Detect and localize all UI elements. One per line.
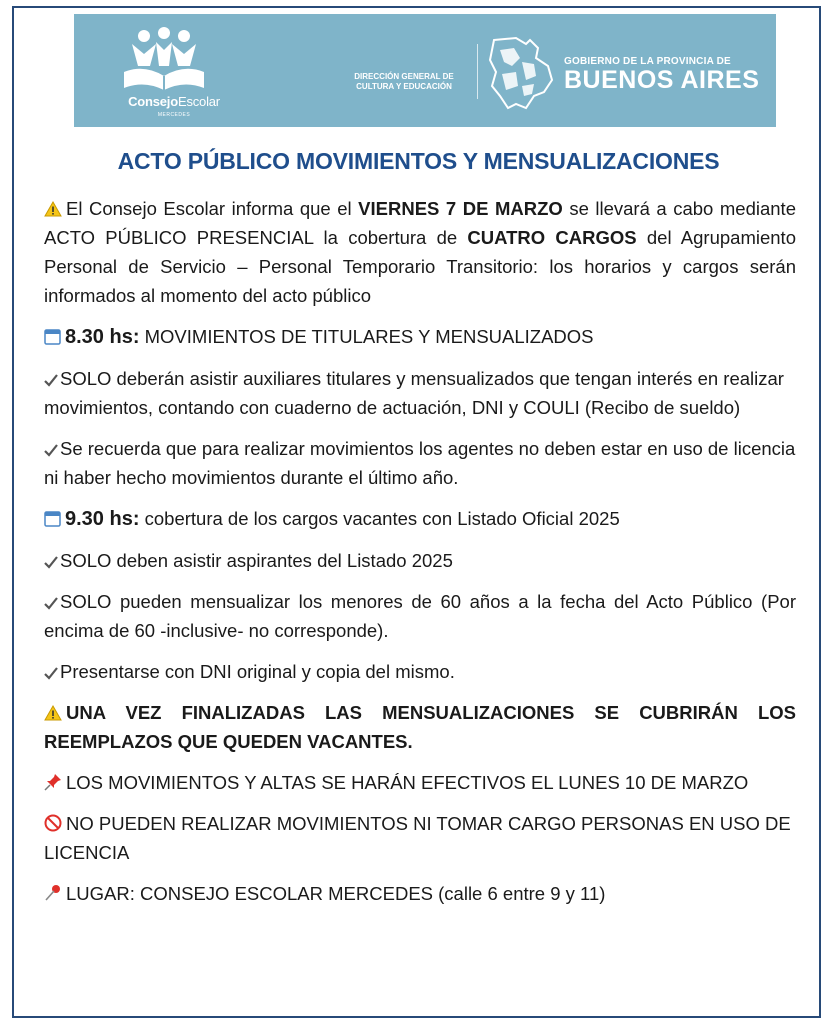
checkmark-icon bbox=[44, 556, 58, 569]
round-pushpin-icon bbox=[44, 884, 62, 902]
check-item-2: Se recuerda que para realizar movimientos los agentes no deben estar en uso de licencia ni haber hecho movimientos durante el último año. bbox=[44, 438, 796, 488]
warning-icon bbox=[44, 705, 62, 721]
province-map-icon bbox=[486, 36, 556, 111]
effective-date-note: LOS MOVIMIENTOS Y ALTAS SE HARÁN EFECTIVOS EL LUNES 10 DE MARZO bbox=[44, 768, 796, 797]
children-book-icon bbox=[114, 26, 214, 96]
checkmark-icon bbox=[44, 597, 58, 610]
prohibited-note: NO PUEDEN REALIZAR MOVIMIENTOS NI TOMAR CARGO PERSONAS EN USO DE LICENCIA bbox=[44, 813, 791, 863]
calendar-icon bbox=[44, 510, 61, 527]
checkmark-icon bbox=[44, 374, 58, 387]
intro-paragraph: El Consejo Escolar informa que el VIERNES 7 DE MARZO se llevará a cabo mediante ACTO PÚBLICO PRESENCIAL la cobertura de CUATRO CARGOS del Agrupamiento Personal de Servicio – Personal Temporario Transitorio: los horarios y cargos serán informados al momento del acto público bbox=[44, 198, 796, 306]
check-item-1: SOLO deberán asistir auxiliares titulares y mensualizados que tengan interés en realizar movimientos, contando con cuaderno de actuación, DNI y COULI (Recibo de sueldo) bbox=[44, 368, 784, 418]
banner-divider bbox=[477, 44, 478, 99]
consejo-sub: MERCEDES bbox=[157, 112, 191, 118]
consejo-brand: ConsejoEscolar bbox=[128, 94, 220, 109]
consejo-escolar-logo bbox=[74, 14, 274, 127]
schedule-930: 9.30 hs: cobertura de los cargos vacantes con Listado Oficial 2025 bbox=[44, 504, 796, 534]
check-item-5: Presentarse con DNI original y copia del mismo. bbox=[44, 657, 796, 686]
check-item-3: SOLO deben asistir aspirantes del Listado 2025 bbox=[44, 546, 796, 575]
page-title: ACTO PÚBLICO MOVIMIENTOS Y MENSUALIZACIONES bbox=[117, 148, 720, 174]
warning-icon bbox=[44, 201, 62, 217]
notice-body bbox=[44, 194, 796, 920]
checkmark-icon bbox=[44, 444, 58, 457]
calendar-icon bbox=[44, 328, 61, 345]
checkmark-icon bbox=[44, 667, 58, 680]
gobierno-label: GOBIERNO DE LA PROVINCIA DE BUENOS AIRES bbox=[564, 56, 760, 94]
flyer-frame bbox=[12, 6, 821, 1018]
warning-paragraph: UNA VEZ FINALIZADAS LAS MENSUALIZACIONES SE CUBRIRÁN LOS REEMPLAZOS QUE QUEDEN VACANTES. bbox=[44, 702, 796, 752]
header-banner bbox=[74, 14, 776, 127]
location-note: LUGAR: CONSEJO ESCOLAR MERCEDES (calle 6 entre 9 y 11) bbox=[44, 879, 796, 908]
prohibited-icon bbox=[44, 814, 62, 832]
check-item-4: SOLO pueden mensualizar los menores de 60 años a la fecha del Acto Público (Por encima de 60 -inclusive- no corresponde). bbox=[44, 591, 796, 641]
dgce-label: DIRECCIÓN GENERAL DE CULTURA Y EDUCACIÓN bbox=[354, 72, 454, 91]
pushpin-icon bbox=[44, 773, 62, 791]
schedule-830: 8.30 hs: MOVIMIENTOS DE TITULARES Y MENSUALIZADOS bbox=[44, 322, 796, 352]
